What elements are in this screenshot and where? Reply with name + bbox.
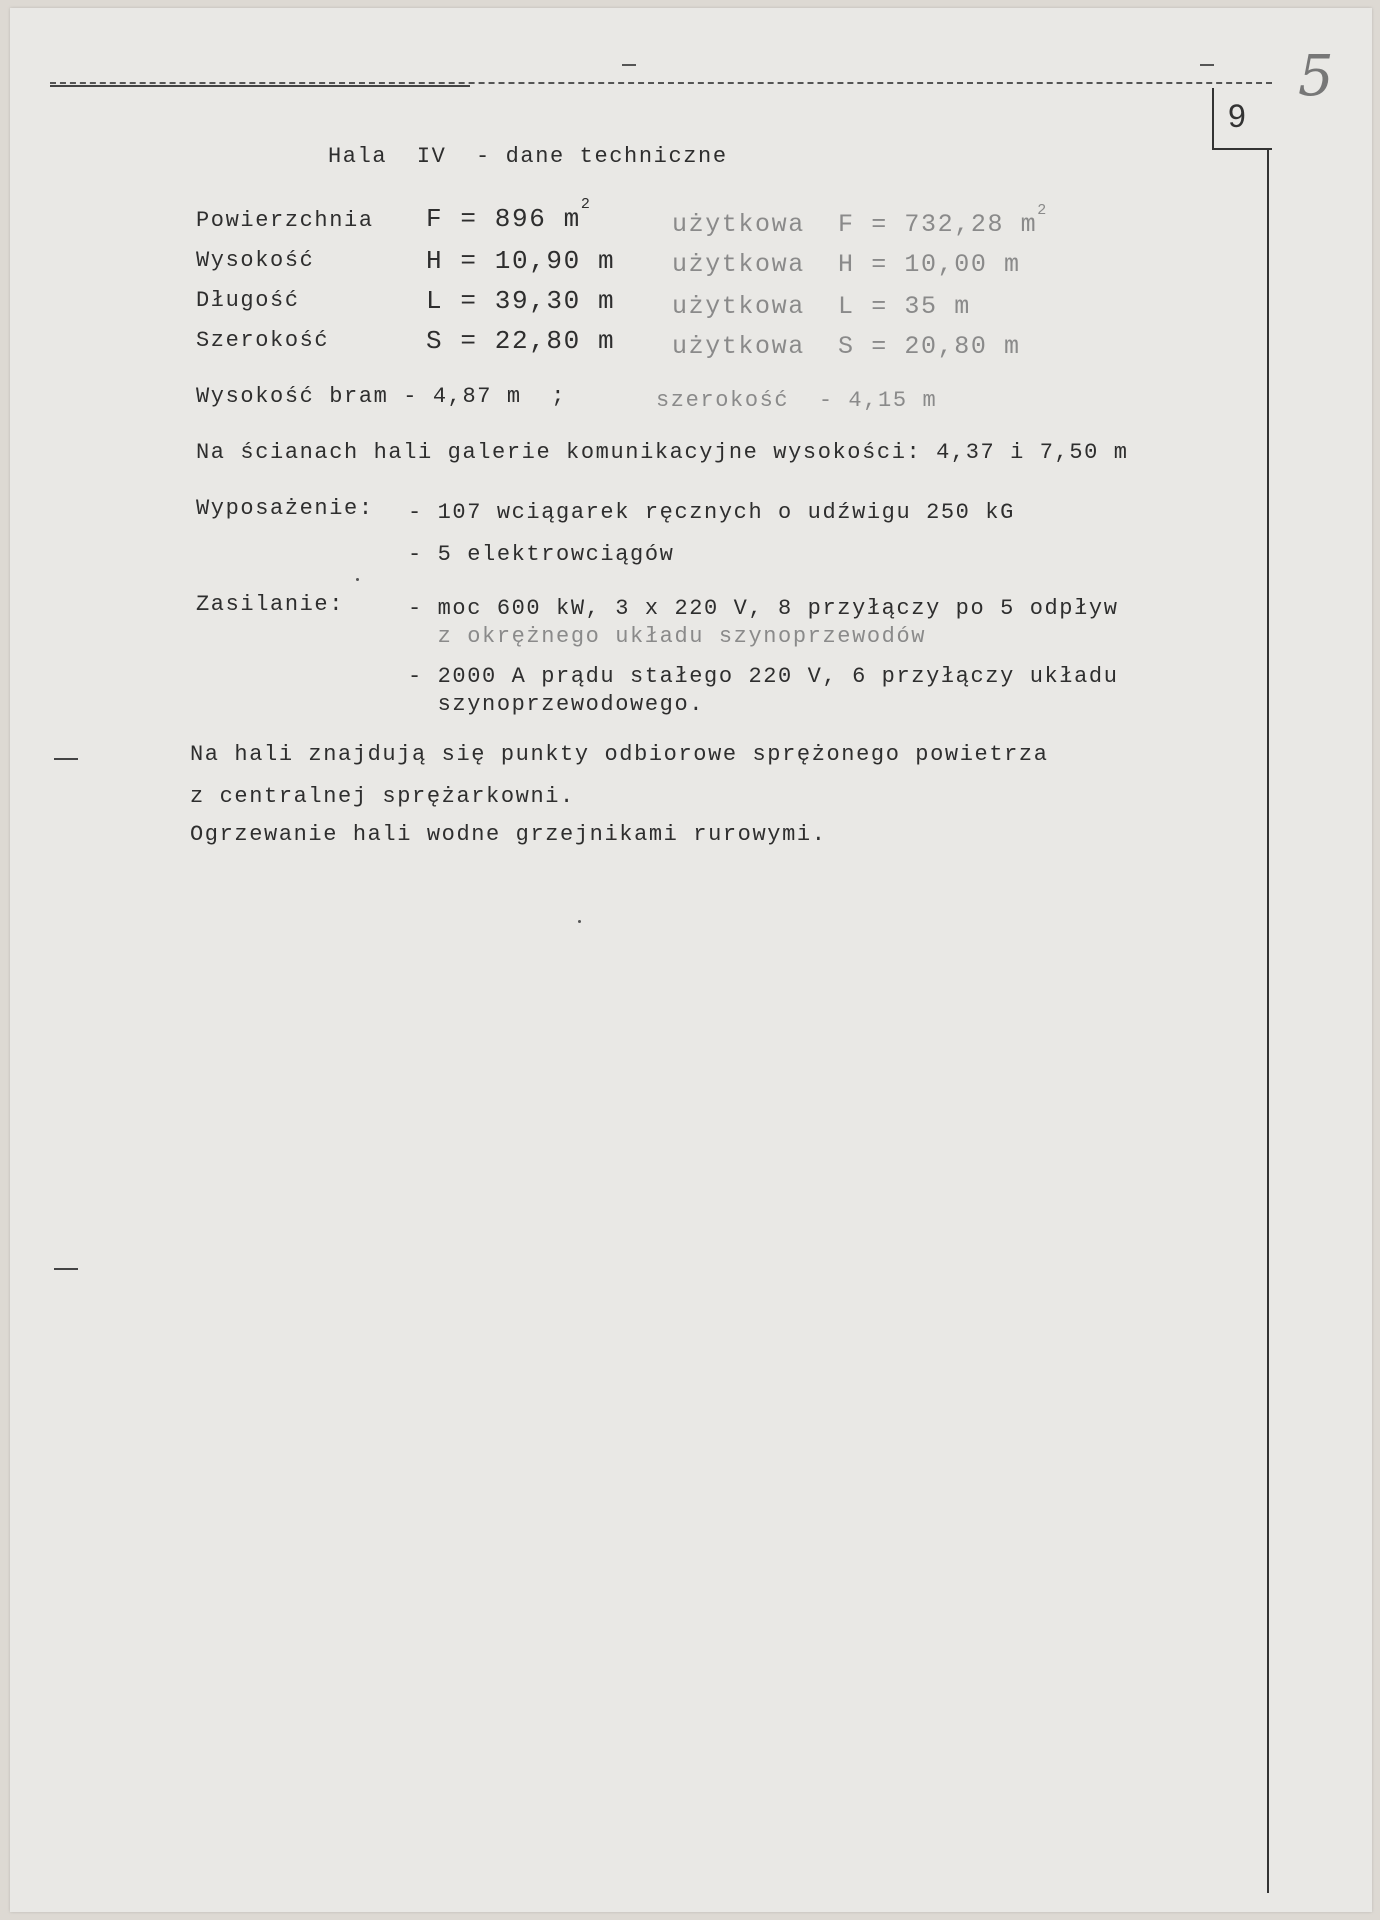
spec-value: L = 39,30 m: [426, 286, 616, 316]
closing-line: Na hali znajdują się punkty odbiorowe sprężonego powietrza: [190, 742, 1049, 767]
spec-useful: użytkowa H = 10,00 m: [672, 250, 1021, 279]
page-number-box: [1212, 88, 1272, 150]
equipment-label: Wyposażenie:: [196, 496, 374, 521]
gates-height: Wysokość bram - 4,87 m ;: [196, 384, 567, 409]
power-item-line: - moc 600 kW, 3 x 220 V, 8 przyłączy po 5 odpływ: [408, 596, 1119, 621]
document-page: [10, 8, 1372, 1912]
right-margin-rule: [1267, 148, 1269, 1893]
spec-value: F = 896 $m^2$: [426, 196, 592, 234]
spec-value: H = 10,90 m: [426, 246, 616, 276]
closing-line: Ogrzewanie hali wodne grzejnikami rurowymi.: [190, 822, 827, 847]
spec-useful: użytkowa L = 35 m: [672, 292, 971, 321]
equipment-item: - 107 wciągarek ręcznych o udźwigu 250 kG: [408, 500, 1015, 525]
power-item-line: z okrężnego układu szynoprzewodów: [408, 624, 927, 649]
galleries-text: Na ścianach hali galerie komunikacyjne wysokości: 4,37 i 7,50 m: [196, 440, 1129, 465]
speck: [356, 578, 359, 581]
top-rule-solid: [50, 85, 470, 87]
closing-line: z centralnej sprężarkowni.: [190, 784, 575, 809]
power-label: Zasilanie:: [196, 592, 345, 617]
spec-useful: użytkowa S = 20,80 m: [672, 332, 1021, 361]
spec-label: Szerokość: [196, 328, 330, 353]
document-title: Hala IV - dane techniczne: [328, 144, 728, 169]
equipment-item: - 5 elektrowciągów: [408, 542, 675, 567]
top-tick: [1200, 64, 1214, 66]
handwritten-page-number: 5: [1298, 44, 1334, 109]
margin-mark: [54, 758, 78, 760]
power-item-line: szynoprzewodowego.: [408, 692, 705, 717]
spec-label: Długość: [196, 288, 300, 313]
top-tick: [622, 64, 636, 66]
spec-useful: użytkowa F = 732,28 $m^2$: [672, 202, 1048, 239]
top-rule: [50, 82, 1272, 84]
speck: [578, 920, 581, 923]
page-number: 9: [1228, 98, 1246, 134]
spec-value: S = 22,80 m: [426, 326, 616, 356]
margin-mark: [54, 1268, 78, 1270]
gates-width: szerokość - 4,15 m: [656, 388, 938, 413]
spec-label: Wysokość: [196, 248, 315, 273]
power-item-line: - 2000 A prądu stałego 220 V, 6 przyłączy układu: [408, 664, 1119, 689]
spec-label: Powierzchnia: [196, 208, 374, 233]
